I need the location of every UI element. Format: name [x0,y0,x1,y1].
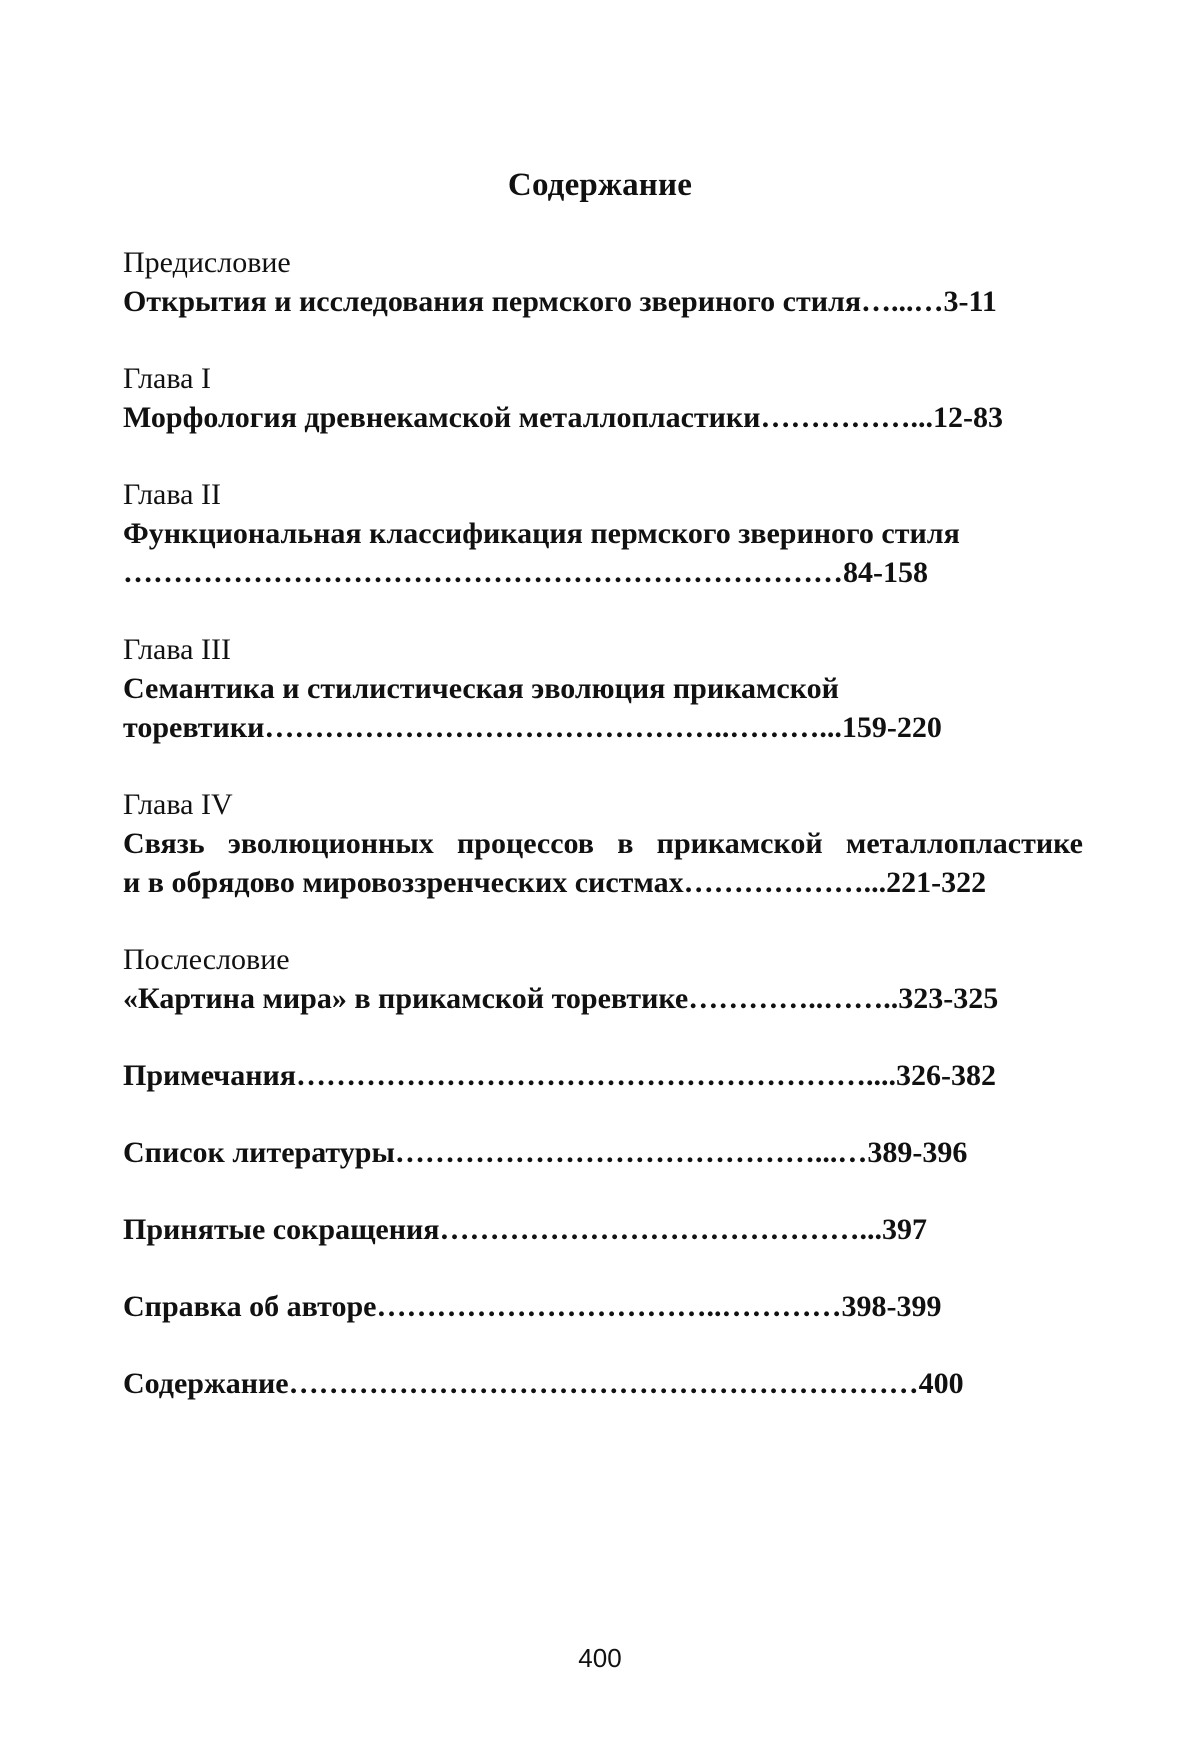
toc-chapter4-heading: Глава IV [123,788,233,821]
toc-bibliography-entry: Список литературы……………………………………...…389-396 [123,1136,968,1169]
toc-afterword-heading: Послесловие [123,943,290,976]
spacer [123,321,1083,359]
toc-chapter2-entry-line1: Функциональная классификация пермского звериного стиля [123,517,960,550]
toc-chapter2-heading: Глава II [123,478,221,511]
toc-abbreviations-entry: Принятые сокращения……………………………………...397 [123,1213,928,1246]
toc-afterword-entry: «Картина мира» в прикамской торевтике…………..……..323-325 [123,982,999,1015]
toc-chapter3-entry-line1: Семантика и стилистическая эволюция прикамской [123,672,839,705]
spacer [123,747,1083,785]
toc-chapter1-heading: Глава I [123,362,211,395]
toc-chapter1-entry: Морфология древнекамской металлопластики……………...12-83 [123,401,1003,434]
spacer [123,1172,1083,1210]
toc-author-entry: Справка об авторе……………………………..…………398-399 [123,1290,942,1323]
toc-preface-heading: Предисловие [123,246,291,279]
spacer [123,592,1083,630]
spacer [123,1018,1083,1056]
spacer [123,902,1083,940]
page-title: Содержание [507,167,693,203]
toc-chapter4-entry-line1: Связь эволюционных процессов в прикамской металлопластике [123,827,1083,860]
toc-chapter3-heading: Глава III [123,633,231,666]
toc-chapter4-entry-line2: и в обрядово мировоззренческих систмах………………...221-322 [123,866,987,899]
spacer [123,1249,1083,1287]
spacer [123,1326,1083,1364]
spacer [123,437,1083,475]
spacer [123,1095,1083,1133]
toc-contents-entry: Содержание………………………………………………………400 [123,1367,964,1400]
table-of-contents [123,243,1083,1403]
toc-chapter3-entry-line2: торевтики………………………………………..………...159-220 [123,711,942,744]
toc-preface-entry: Открытия и исследования пермского звериного стиля…...…3-11 [123,285,997,318]
page-number: 400 [578,1643,622,1673]
toc-chapter2-entry-line2: ………………………………………………………………84-158 [123,556,928,589]
toc-notes-entry: Примечания…………………………………………………....326-382 [123,1059,997,1092]
